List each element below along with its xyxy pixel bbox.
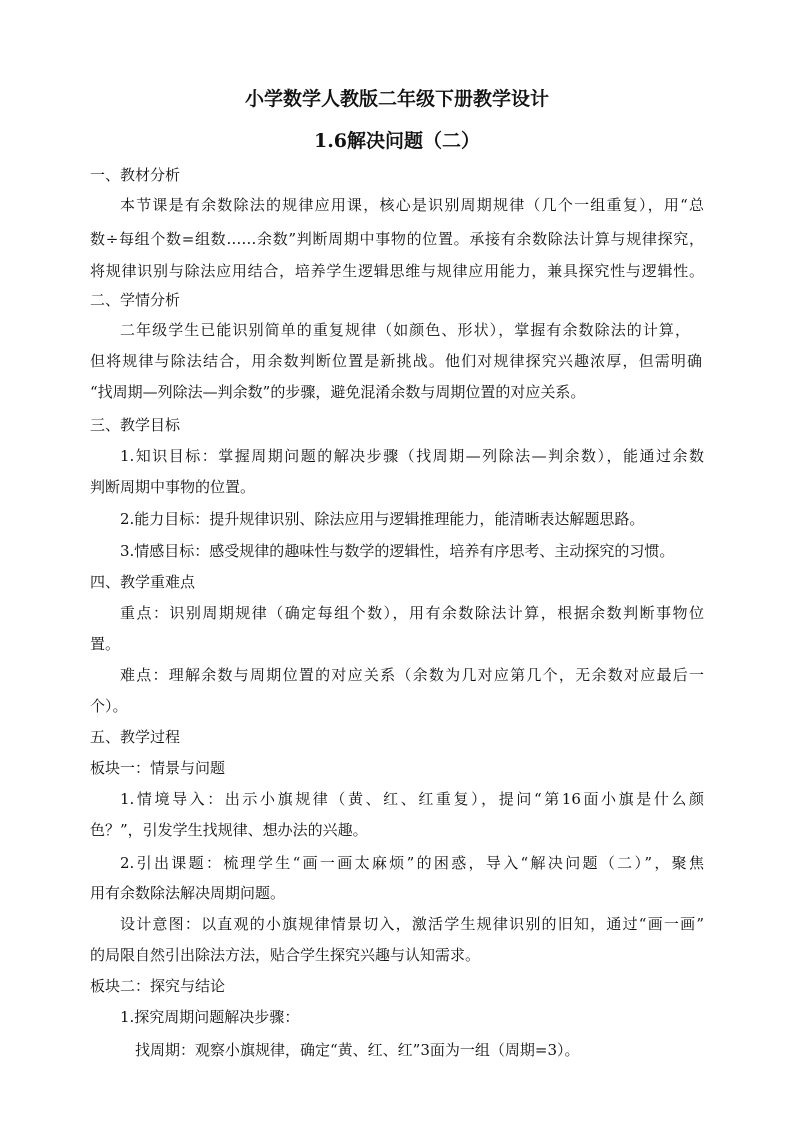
process-line: 2.引出课题：梳理学生“画一画太麻烦”的困惑，导入“解决问题（二）”，聚焦 bbox=[120, 854, 704, 872]
section-heading-textbook-analysis: 一、教材分析 bbox=[90, 166, 181, 184]
document-title: 小学数学人教版二年级下册教学设计 bbox=[244, 88, 549, 110]
process-line: 色？”，引发学生找规律、想办法的兴趣。 bbox=[90, 821, 368, 839]
goal-line: 3.情感目标：感受规律的趣味性与数学的逻辑性，培养有序思考、主动探究的习惯。 bbox=[120, 542, 675, 560]
process-line: 1.探究周期问题解决步骤： bbox=[120, 1008, 300, 1026]
design-intent-line: 的局限自然引出除法方法，贴合学生探究兴趣与认知需求。 bbox=[90, 946, 481, 964]
lesson-subtitle: 1.6解决问题（二） bbox=[313, 130, 481, 152]
paragraph-line: 本节课是有余数除法的规律应用课，核心是识别周期规律（几个一组重复），用“总 bbox=[120, 196, 704, 214]
block-heading-scenario-question: 板块一：情景与问题 bbox=[90, 759, 226, 777]
paragraph-line: “找周期—列除法—判余数”的步骤，避免混淆余数与周期位置的对应关系。 bbox=[90, 383, 586, 401]
process-line: 1.情境导入：出示小旗规律（黄、红、红重复），提问“第16面小旗是什么颜 bbox=[120, 790, 704, 808]
difficulty-line: 个）。 bbox=[90, 697, 128, 715]
block-heading-exploration-conclusion: 板块二：探究与结论 bbox=[90, 977, 226, 995]
paragraph-line: 将规律识别与除法应用结合，培养学生逻辑思维与规律应用能力，兼具探究性与逻辑性。 bbox=[90, 262, 704, 280]
process-line: 找周期：观察小旗规律，确定“黄、红、红”3面为一组（周期=3）。 bbox=[135, 1041, 580, 1059]
key-point-line: 置。 bbox=[90, 635, 121, 653]
process-line: 用有余数除法解决周期问题。 bbox=[90, 884, 286, 902]
difficulty-line: 难点：理解余数与周期位置的对应关系（余数为几对应第几个，无余数对应最后一 bbox=[120, 666, 704, 684]
key-point-line: 重点：识别周期规律（确定每组个数），用有余数除法计算，根据余数判断事物位 bbox=[120, 604, 704, 622]
section-heading-teaching-process: 五、教学过程 bbox=[90, 728, 181, 746]
paragraph-line: 二年级学生已能识别简单的重复规律（如颜色、形状），掌握有余数除法的计算， bbox=[120, 321, 690, 339]
paragraph-line: 但将规律与除法结合，用余数判断位置是新挑战。他们对规律探究兴趣浓厚，但需明确 bbox=[90, 352, 702, 370]
section-heading-student-analysis: 二、学情分析 bbox=[90, 291, 181, 309]
goal-line: 1.知识目标：掌握周期问题的解决步骤（找周期—列除法—判余数），能通过余数 bbox=[120, 447, 704, 465]
section-heading-teaching-goals: 三、教学目标 bbox=[90, 416, 181, 434]
design-intent-line: 设计意图：以直观的小旗规律情景切入，激活学生规律识别的旧知，通过“画一画” bbox=[120, 915, 704, 933]
goal-line: 2.能力目标：提升规律识别、除法应用与逻辑推理能力，能清晰表达解题思路。 bbox=[120, 510, 645, 528]
section-heading-key-difficult-points: 四、教学重难点 bbox=[90, 573, 196, 591]
paragraph-line: 数÷每组个数=组数……余数”判断周期中事物的位置。承接有余数除法计算与规律探究， bbox=[90, 230, 704, 248]
goal-line: 判断周期中事物的位置。 bbox=[90, 478, 256, 496]
